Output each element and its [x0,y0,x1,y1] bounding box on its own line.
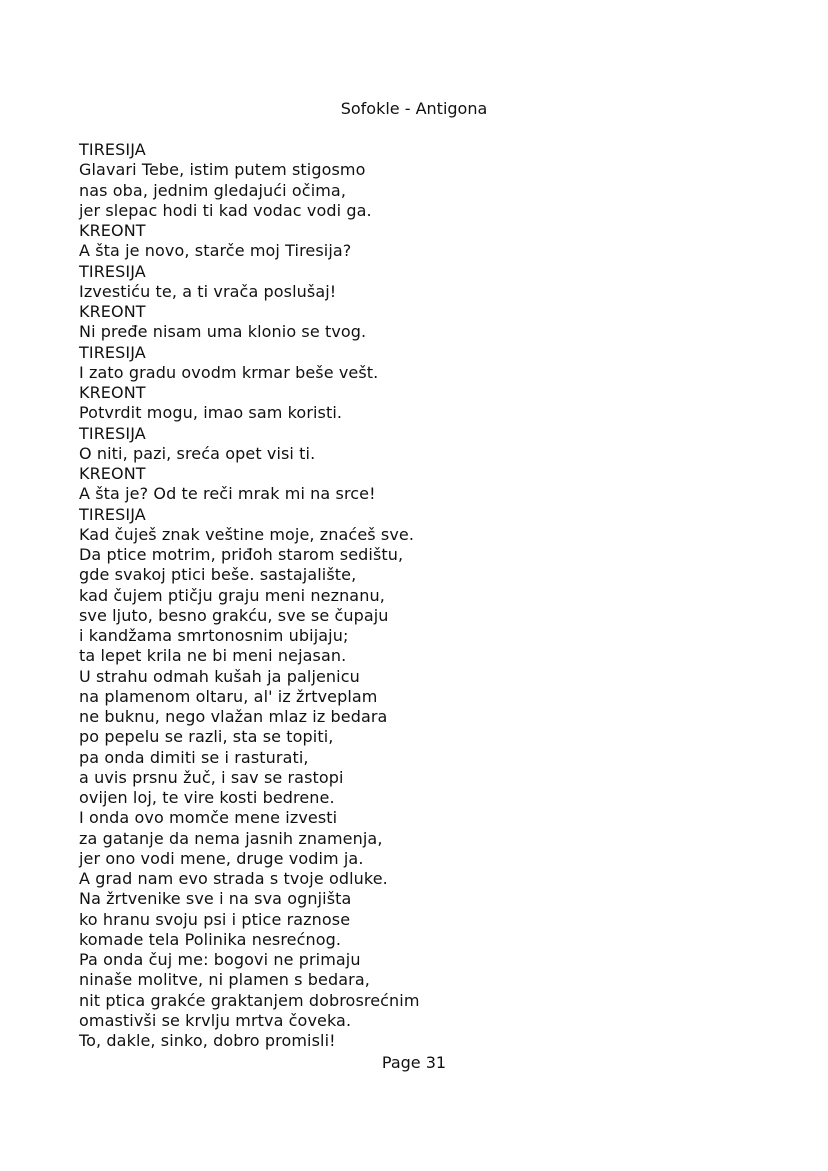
page-number: Page 31 [381,1053,447,1072]
text-line: A šta je? Od te reči mrak mi na srce! [79,484,376,504]
text-line: A grad nam evo strada s tvoje odluke. [79,869,388,888]
text-line: KREONT [79,464,146,483]
text-line: Pa onda čuj me: bogovi ne primaju [79,950,361,969]
text-line: TIRESIJA [79,342,146,362]
text-line: U strahu odmah kušah ja paljenicu [79,666,360,686]
text-line: za gatanje da nema jasnih znamenja, [79,828,383,848]
text-line: komade tela Polinika nesrećnog. [79,929,342,949]
text-line: KREONT [79,221,146,240]
text-line: sve ljuto, besno grakću, sve se čupaju [79,605,389,625]
header-title: Sofokle - Antigona [340,99,488,118]
text-line: ninaše molitve, ni plamen s bedara, [79,970,370,990]
text-line: ovijen loj, te vire kosti bedrene. [79,788,335,807]
text-line: I onda ovo momče mene izvesti [79,808,338,828]
text-line: A šta je novo, starče moj Tiresija? [79,241,352,261]
text-line: po pepelu se razli, sta se topiti, [79,727,334,747]
text-line: a uvis prsnu žuč, i sav se rastopi [79,767,344,787]
text-line: gde svakoj ptici beše. sastajalište, [79,565,357,585]
text-line: Potvrdit mogu, imao sam koristi. [79,403,343,423]
text-line: Izvestiću te, a ti vrača poslušaj! [79,281,337,301]
text-line: Na žrtvenike sve i na sva ognjišta [79,889,352,909]
text-line: nit ptica grakće graktanjem dobrosrećnim [79,990,420,1010]
text-line: ne buknu, nego vlažan mlaz iz bedara [79,707,388,726]
text-line: TIRESIJA [79,261,146,281]
text-line: ko hranu svoju psi i ptice raznose [79,909,351,929]
text-line: To, dakle, sinko, dobro promisli! [79,1031,336,1050]
text-line: TIRESIJA [79,423,146,443]
text-line: TIRESIJA [79,140,146,159]
text-line: kad čujem ptičju graju meni neznanu, [79,585,385,605]
page-header [0,99,828,119]
text-line: jer slepac hodi ti kad vodac vodi ga. [79,200,372,220]
text-line: nas oba, jednim gledajući očima, [79,180,347,200]
text-line: KREONT [79,383,146,402]
text-line: na plamenom oltaru, al' iz žrtveplam [79,686,378,706]
text-line: TIRESIJA [79,504,146,524]
text-line: jer ono vodi mene, druge vodim ja. [79,848,364,868]
text-line: ta lepet krila ne bi meni nejasan. [79,646,347,666]
play-text [79,140,779,1051]
text-line: pa onda dimiti se i rasturati, [79,747,309,767]
text-line: KREONT [79,302,146,321]
text-line: i kandžama smrtonosnim ubijaju; [79,626,349,645]
text-line: I zato gradu ovodm krmar beše vešt. [79,362,379,382]
text-line: Kad čuješ znak veštine moje, znaćeš sve. [79,524,415,544]
text-line: Ni pređe nisam uma klonio se tvog. [79,322,367,342]
text-line: O niti, pazi, sreća opet visi ti. [79,443,316,463]
text-line: Da ptice motrim, priđoh starom sedištu, [79,545,404,564]
page-footer [0,1053,828,1073]
text-line: Glavari Tebe, istim putem stigosmo [79,160,366,180]
text-line: omastivši se krvlju mrtva čoveka. [79,1010,352,1030]
